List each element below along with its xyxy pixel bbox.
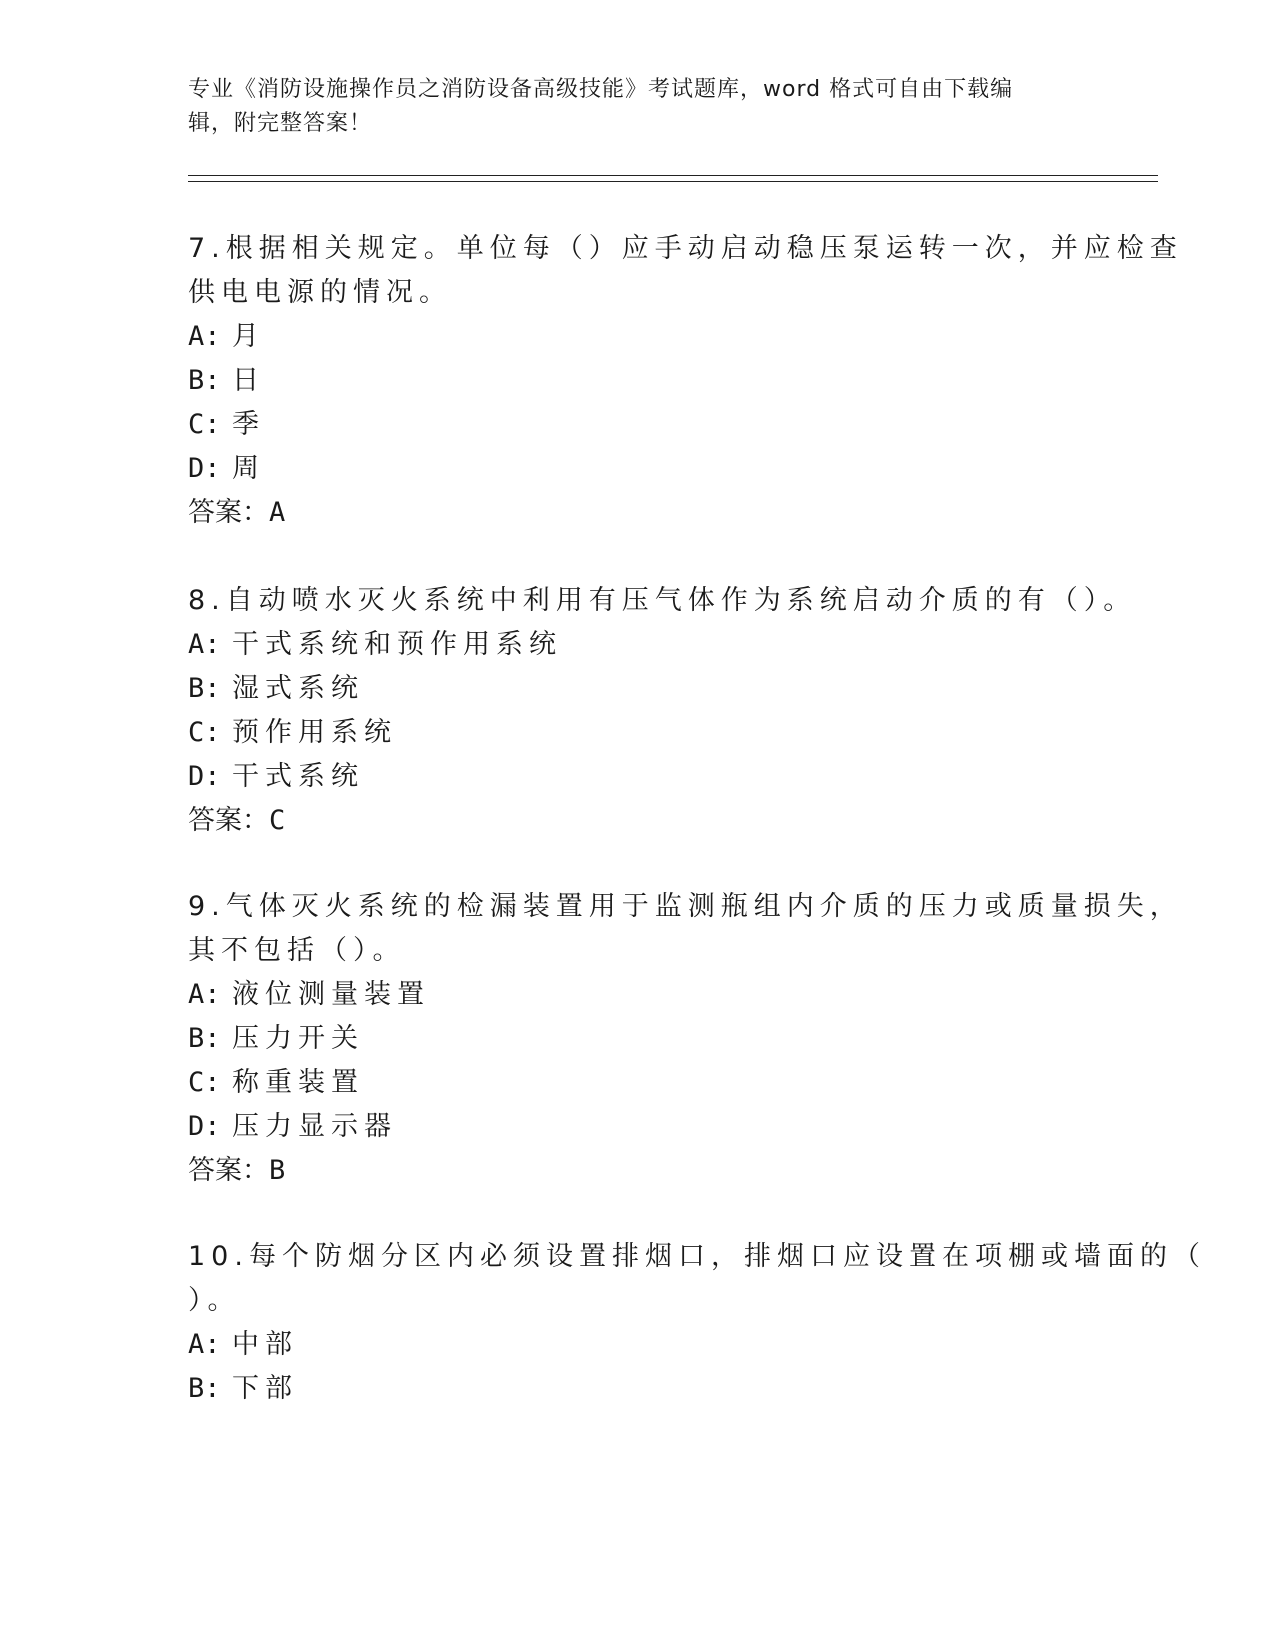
option-letter: D: (188, 761, 221, 792)
question-9-answer (188, 1148, 285, 1187)
question-8-option-b (188, 666, 364, 705)
option-text: 月 (232, 321, 265, 352)
question-7-option-d (188, 446, 265, 485)
option-letter: D: (188, 453, 221, 484)
option-text: 下部 (232, 1373, 298, 1404)
option-letter: A: (188, 321, 221, 352)
question-9-option-d (188, 1104, 397, 1143)
option-text: 日 (232, 365, 265, 396)
question-8-option-a (188, 622, 562, 661)
option-letter: B: (188, 673, 221, 704)
option-text: 湿式系统 (232, 673, 364, 704)
question-9-stem-line-2: 其不包括（）。 (188, 935, 406, 966)
option-letter: C: (188, 1067, 221, 1098)
option-text: 压力开关 (232, 1023, 364, 1054)
option-text: 干式系统 (232, 761, 364, 792)
option-text: 称重装置 (232, 1067, 364, 1098)
answer-value: B (269, 1155, 286, 1186)
question-10-option-b (188, 1366, 298, 1405)
question-9-option-b (188, 1016, 364, 1055)
question-8-answer (188, 798, 285, 837)
option-letter: D: (188, 1111, 221, 1142)
answer-label: 答案： (188, 805, 269, 836)
option-text: 季 (232, 409, 265, 440)
question-8-option-c (188, 710, 397, 749)
option-text: 预作用系统 (232, 717, 397, 748)
header-divider-bottom (188, 181, 1158, 182)
question-9-stem-line-1: 9.气体灭火系统的检漏装置用于监测瓶组内介质的压力或质量损失， (188, 891, 1183, 922)
question-8-stem-line-1: 8.自动喷水灭火系统中利用有压气体作为系统启动介质的有（）。 (188, 585, 1137, 616)
question-8-option-d (188, 754, 364, 793)
answer-label: 答案： (188, 1155, 269, 1186)
option-text: 液位测量装置 (232, 979, 430, 1010)
question-9-option-c (188, 1060, 364, 1099)
option-letter: A: (188, 629, 221, 660)
option-text: 周 (232, 453, 265, 484)
option-letter: A: (188, 1329, 221, 1360)
option-letter: B: (188, 365, 221, 396)
answer-value: C (269, 805, 286, 836)
question-7-option-c (188, 402, 265, 441)
option-text: 干式系统和预作用系统 (232, 629, 562, 660)
option-letter: A: (188, 979, 221, 1010)
header-divider-top (188, 175, 1158, 176)
header-line-1: 专业《消防设施操作员之消防设备高级技能》考试题库，word 格式可自由下载编 (188, 77, 1014, 102)
question-10-stem-line-1: 10.每个防烟分区内必须设置排烟口，排烟口应设置在项棚或墙面的（ (188, 1241, 1206, 1272)
question-7-answer (188, 490, 285, 529)
answer-label: 答案： (188, 497, 269, 528)
question-7-stem-line-1: 7.根据相关规定。单位每（）应手动启动稳压泵运转一次，并应检查 (188, 233, 1183, 264)
question-10-stem-line-2: ）。 (188, 1285, 241, 1316)
option-letter: C: (188, 717, 221, 748)
question-7-option-b (188, 358, 265, 397)
answer-value: A (269, 497, 286, 528)
option-text: 压力显示器 (232, 1111, 397, 1142)
question-7-option-a (188, 314, 265, 353)
question-7-stem-line-2: 供电电源的情况。 (188, 277, 452, 308)
option-letter: C: (188, 409, 221, 440)
option-letter: B: (188, 1023, 221, 1054)
option-letter: B: (188, 1373, 221, 1404)
question-9-option-a (188, 972, 430, 1011)
question-10-option-a (188, 1322, 298, 1361)
header-line-2: 辑，附完整答案！ (188, 111, 373, 136)
option-text: 中部 (232, 1329, 298, 1360)
